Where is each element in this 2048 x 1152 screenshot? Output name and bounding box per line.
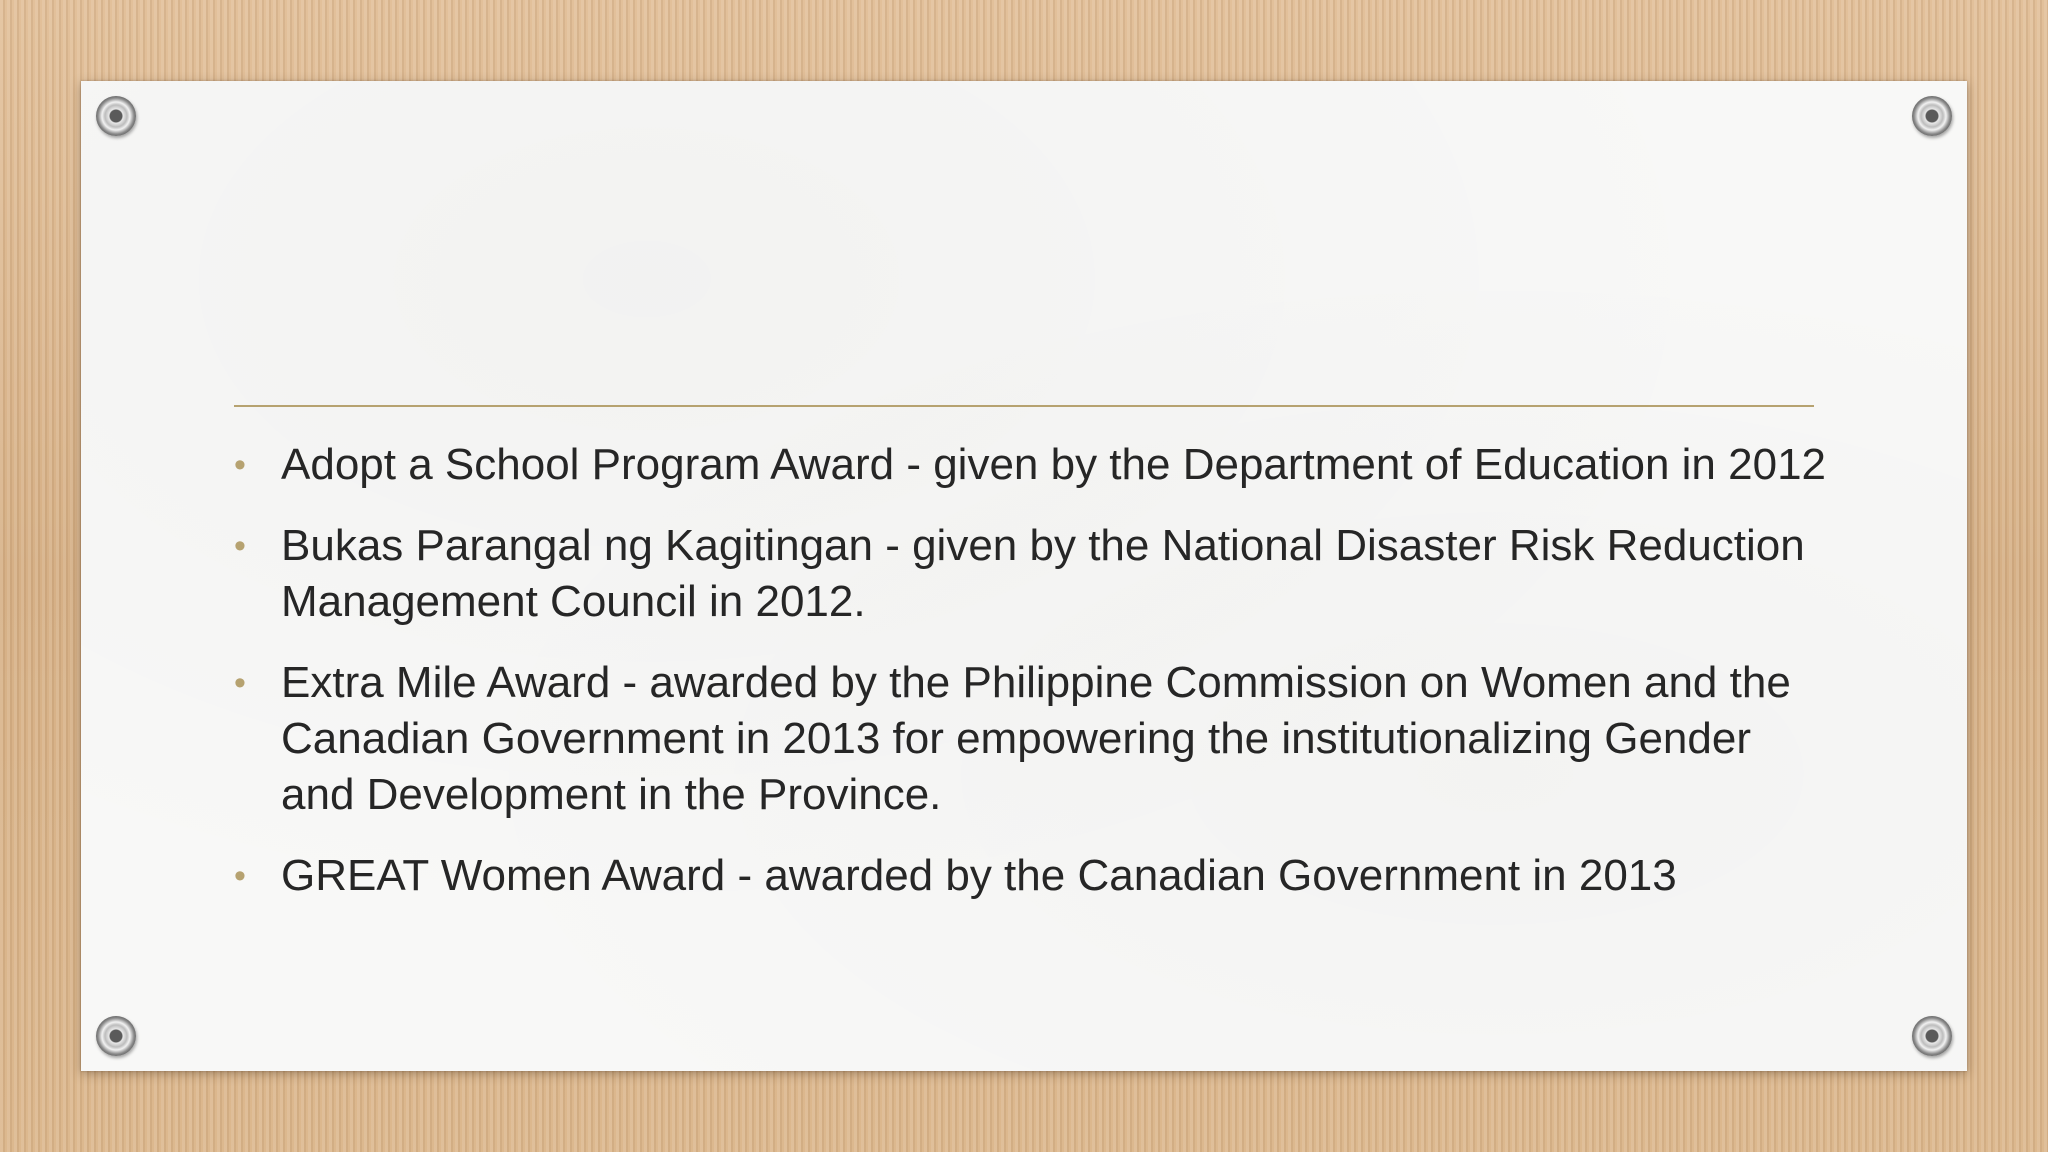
bullet-text: Adopt a School Program Award - given by the Department of Education in 2012: [281, 440, 1827, 489]
slide-board: [81, 81, 1967, 1071]
list-item: [234, 518, 1834, 630]
bullet-text: GREAT Women Award - awarded by the Canadian Government in 2013: [281, 851, 1677, 900]
grommet-icon: [1912, 96, 1952, 136]
bullet-icon: •: [234, 527, 246, 565]
grommet-icon: [96, 1016, 136, 1056]
title-divider: [234, 405, 1814, 407]
grommet-icon: [96, 96, 136, 136]
grommet-icon: [1912, 1016, 1952, 1056]
bullet-list: [234, 437, 1834, 929]
bullet-icon: •: [234, 664, 246, 702]
bullet-icon: •: [234, 857, 246, 895]
list-item: [234, 848, 1834, 904]
bullet-icon: •: [234, 446, 246, 484]
bullet-text: Bukas Parangal ng Kagitingan - given by the National Disaster Risk Reduction Management Council in 2012.: [281, 521, 1805, 626]
list-item: [234, 437, 1834, 493]
bullet-text: Extra Mile Award - awarded by the Philippine Commission on Women and the Canadian Government in 2013 for empowering the institutionalizing Gender and Development in the Province.: [281, 658, 1791, 819]
list-item: [234, 655, 1834, 823]
